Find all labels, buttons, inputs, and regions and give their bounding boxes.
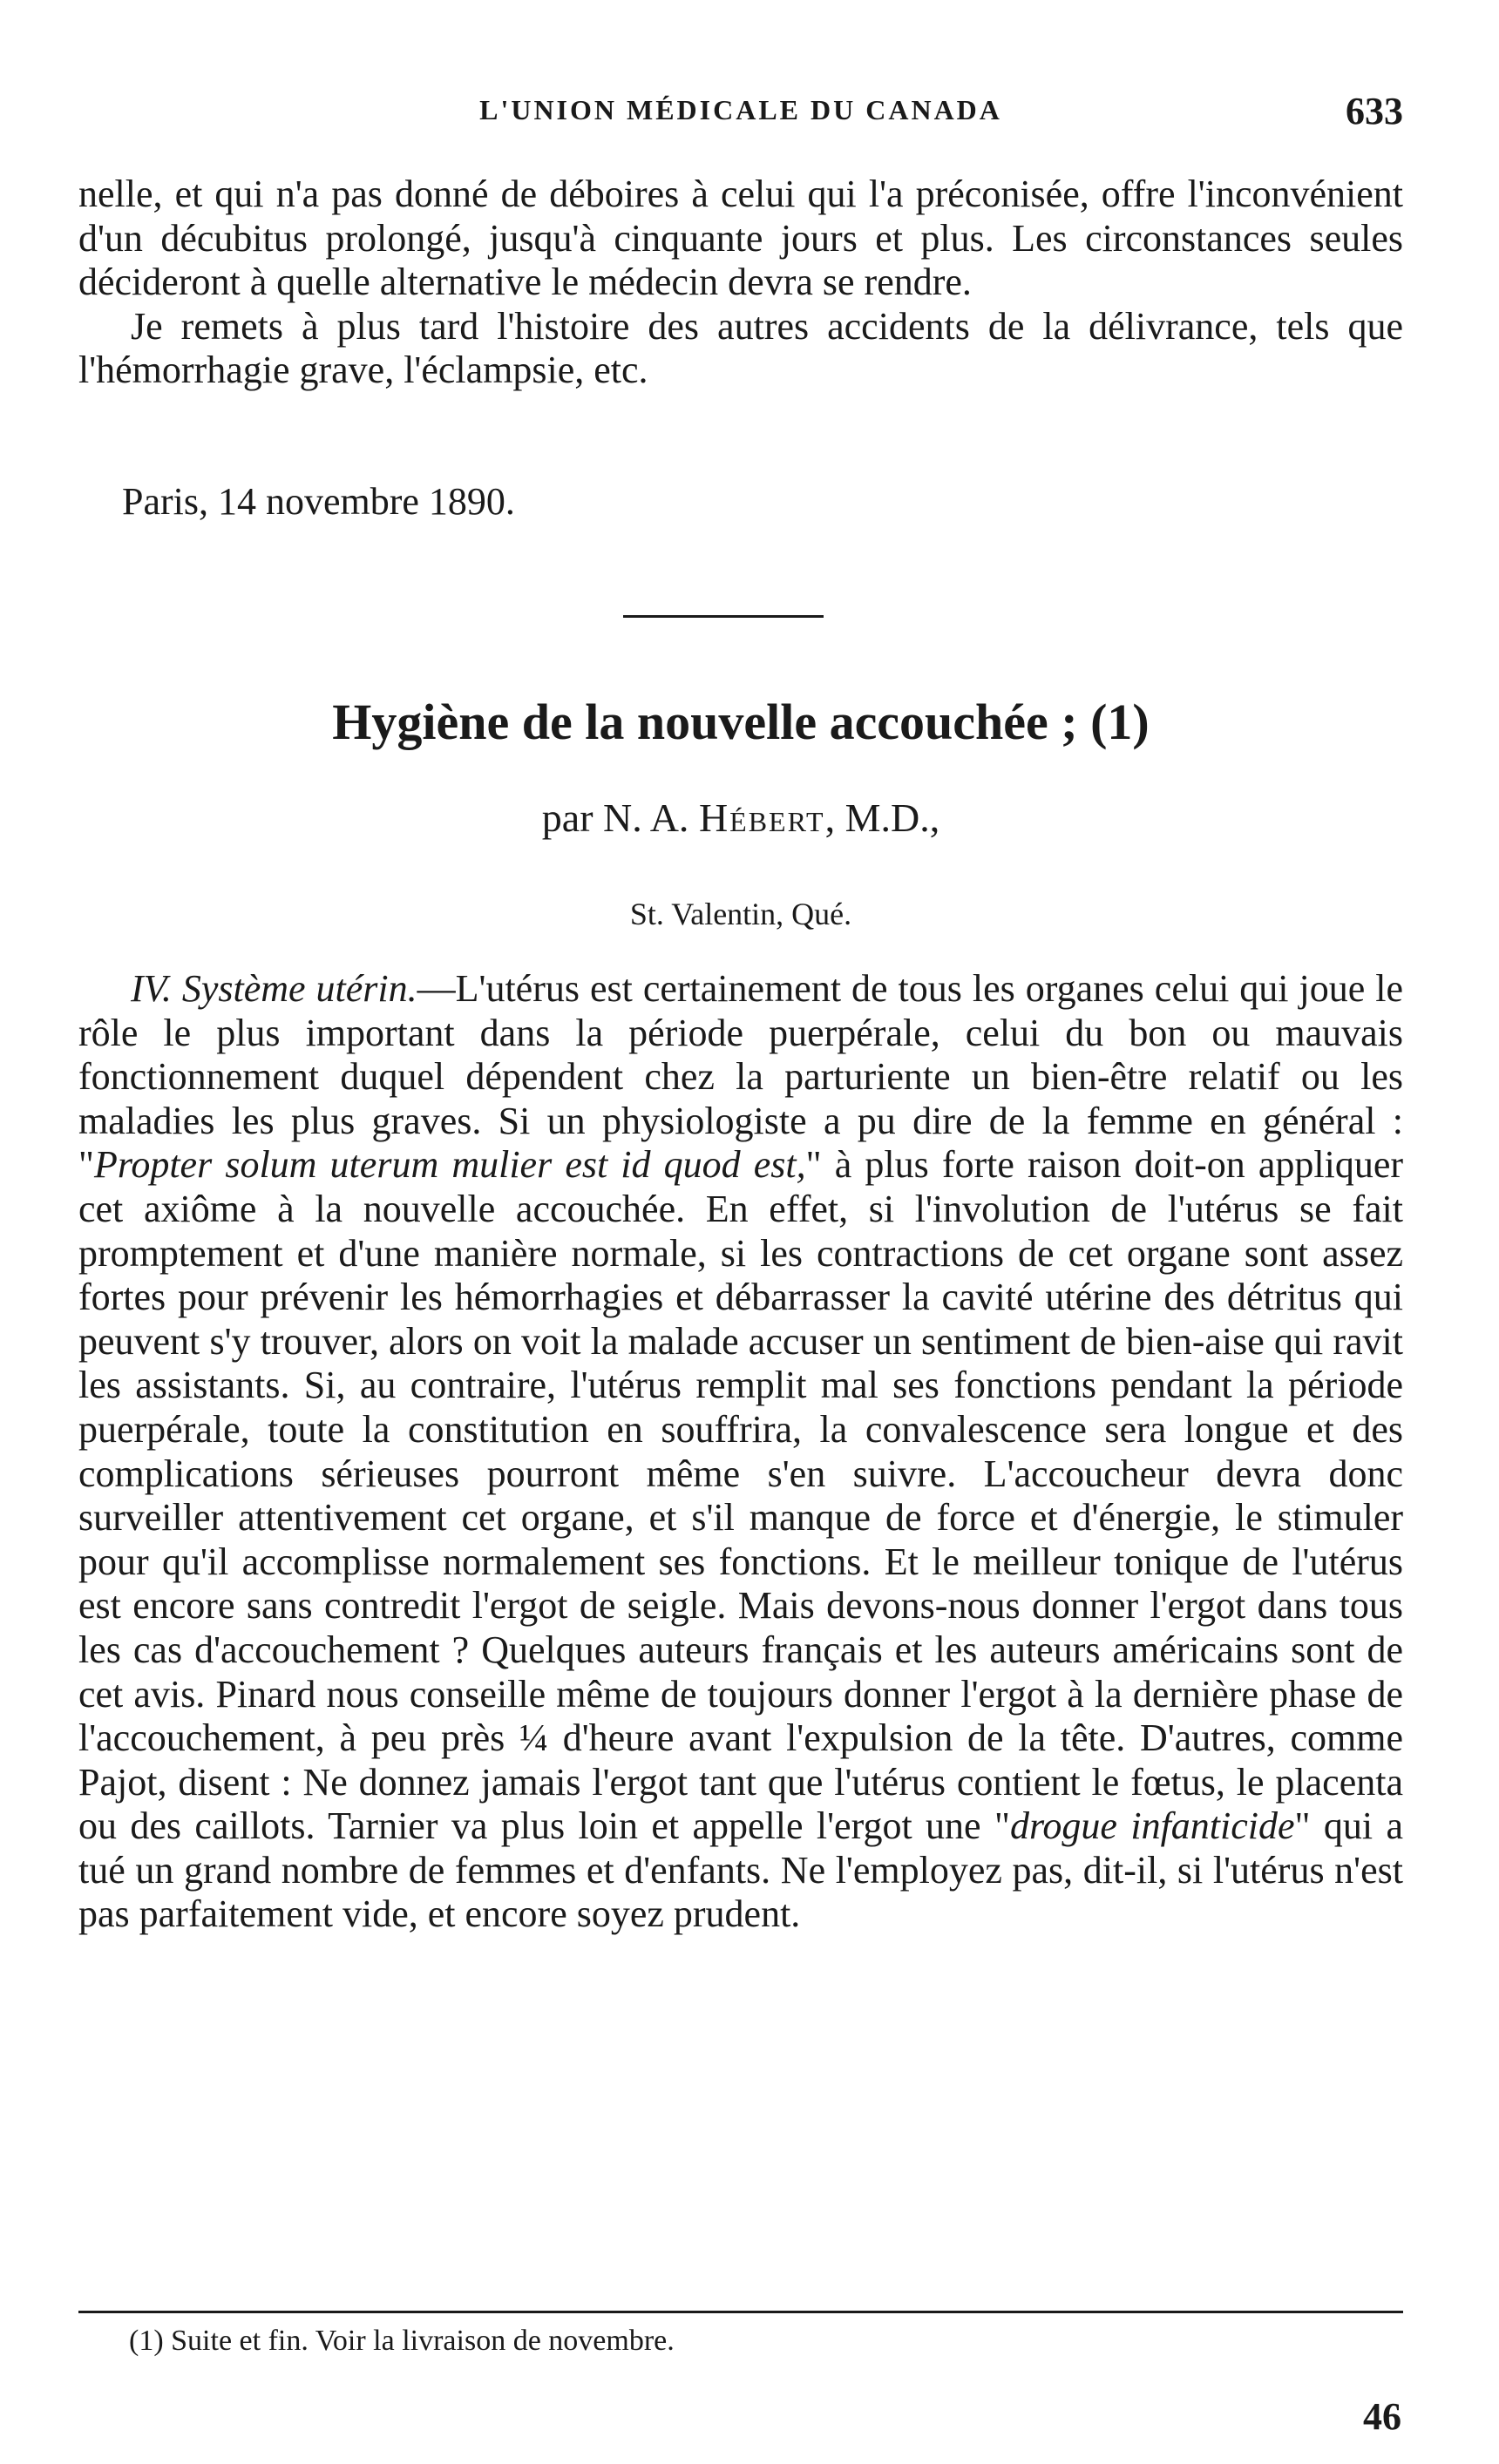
footnote: (1) Suite et fin. Voir la livraison de novembre. <box>129 2325 675 2357</box>
byline-prefix: par N. A. <box>541 795 689 840</box>
paragraph-text: " à plus forte raison doit-on appliquer cet axiôme à la nouvelle accouchée. En effet, si l'involution de l'utérus se fait promptement et d'une manière normale, si les contractions de cet organe sont assez fortes pour prévenir les hémorrhagies et débarrasser la cavité utérine des détritus qui peuvent s'y trouver, alors on voit la malade accuser un sentiment de bien-aise qui ravit les assistants. Si, au contraire, l'utérus remplit mal ses fonctions pendant la période puerpérale, toute la constitution en souffrira, la convalescence sera longue et des complications sérieuses pourront même s'en suivre. L'accoucheur devra donc surveiller attentivement cet organe, et s'il manque de force et d'énergie, le stimuler pour qu'il accomplisse normalement ses fonctions. Et le meilleur tonique de l'utérus est encore sans contredit l'ergot de seigle. Mais devons-nous donner l'ergot dans tous les cas d'accouchement ? Quelques auteurs français et les auteurs américains sont de cet avis. Pinard nous conseille même de toujours donner l'ergot à la dernière phase de l'accouchement, à peu près ¼ d'heure avant l'expulsion de la tête. D'autres, comme Pajot, disent : Ne donnez jamais l'ergot tant que l'utérus contient le fœtus, le placenta ou des caillots. Tarnier va plus loin et appelle l'ergot une " <box>78 1143 1404 1848</box>
drogue-quote: drogue infanticide <box>1009 1804 1295 1848</box>
article-paragraph <box>78 967 1403 1937</box>
continued-paragraph: Je remets à plus tard l'histoire des autres accidents de la délivrance, tels que l'hémorrhagie grave, l'éclampsie, etc. <box>78 304 1403 392</box>
section-divider <box>623 615 824 618</box>
continued-paragraph: nelle, et qui n'a pas donné de déboires à celui qui l'a préconisée, offre l'inconvénient d'un décubitus prolongé, jusqu'à cinquante jours et plus. Les circonstances seules décideront à quelle alternative le médecin devra se rendre. <box>78 173 1403 304</box>
author-suffix: , M.D., <box>824 795 940 840</box>
page-header <box>78 90 1403 138</box>
signature-mark: 46 <box>1363 2395 1401 2438</box>
running-title: L'UNION MÉDICALE DU CANADA <box>479 94 1002 125</box>
paragraph-text: —L'utérus est certainement de tous les organes celui qui joue le rôle le plus important dans la période puerpérale, celui du bon ou mauvais fonctionnement duquel dépendent chez la parturiente un bien-être relatif ou les maladies les plus graves. Si un physiologiste a pu dire de la femme en général : " <box>78 967 1403 1187</box>
article-title: Hygiène de la nouvelle accouchée ; (1) <box>332 694 1150 750</box>
author-location: St. Valentin, Qué. <box>629 897 852 931</box>
byline <box>78 795 1403 841</box>
footnote-divider <box>78 2311 1403 2313</box>
dateline: Paris, 14 novembre 1890. <box>122 480 515 523</box>
continued-text <box>78 173 1403 393</box>
article-body <box>78 967 1403 1937</box>
section-label: IV. Système utérin. <box>131 967 417 1010</box>
author-name: Hébert <box>698 795 825 840</box>
paragraph-text: " qui a tué un grand nombre de femmes et d'enfants. Ne l'employez pas, dit-il, si l'utérus n'est pas parfaitement vide, et encore soyez prudent. <box>78 1804 1404 1936</box>
latin-quote: Propter solum uterum mulier est id quod est, <box>93 1143 806 1187</box>
page-number: 633 <box>1346 90 1403 132</box>
